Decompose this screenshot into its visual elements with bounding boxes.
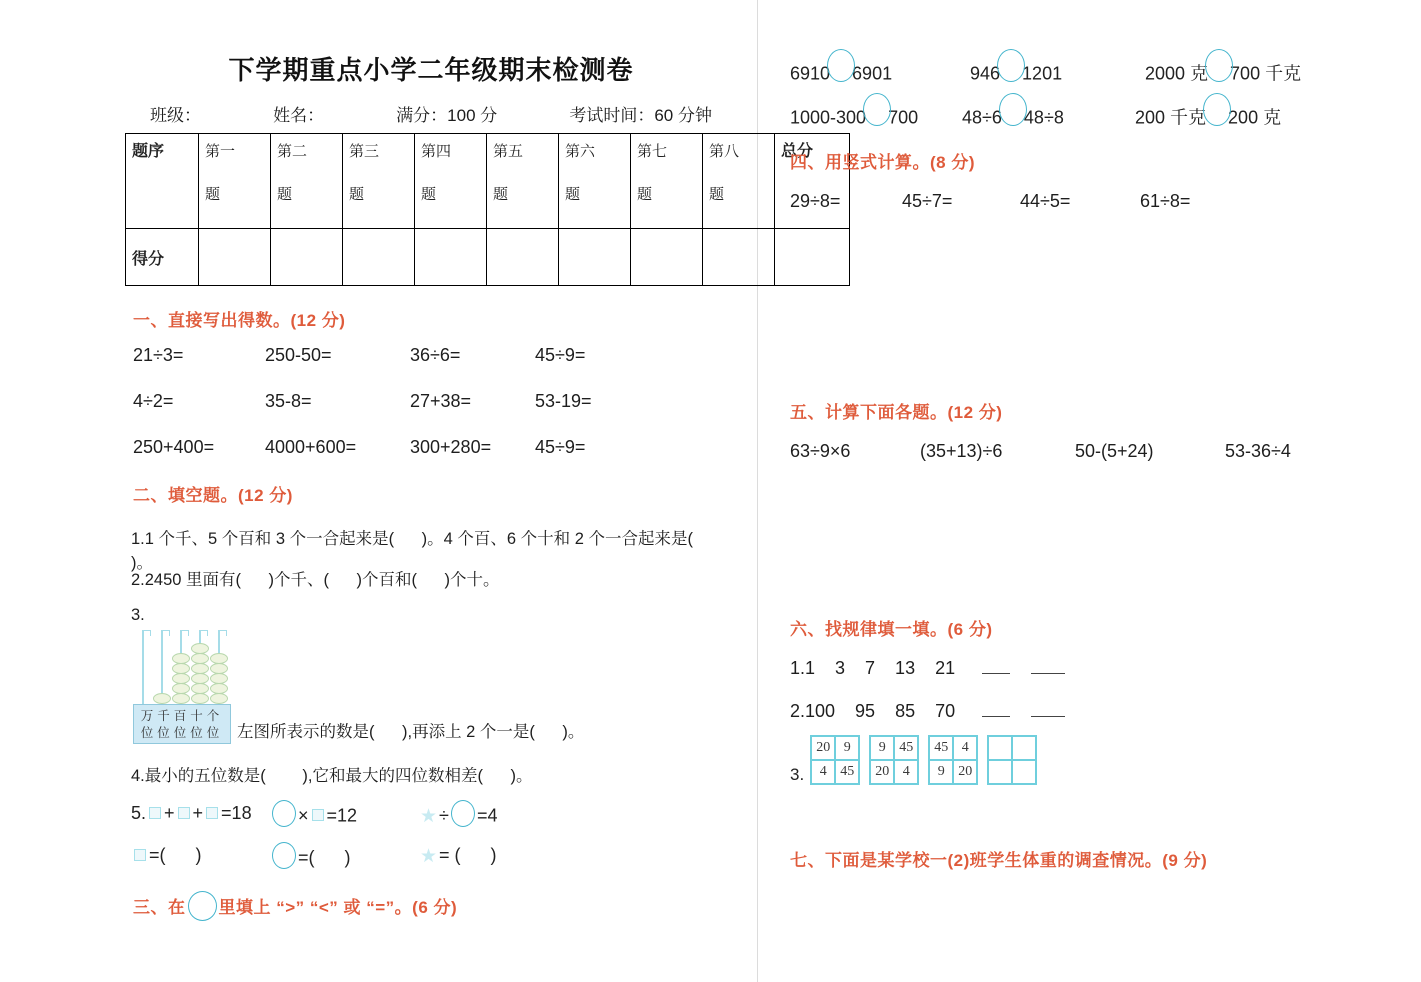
section4-heading: 四、用竖式计算。(8 分) [790,153,975,172]
abacus-rod-shi [191,630,209,704]
fill-blank-item-2: 2.2450 里面有( )个千、( )个百和( )个十。 [131,571,500,589]
math-problem: 45÷7= [902,191,953,211]
score-table-col-5: 第五 题 [487,134,559,229]
grid-cell: 4 [811,760,835,784]
math-problem: 45÷9= [535,437,586,457]
comparison-circle-icon [1203,93,1231,126]
answer-blank: =( ) [149,845,202,865]
score-table-col-7: 第七 题 [631,134,703,229]
section2-heading: 二、填空题。(12 分) [133,486,293,505]
grid-cell: 9 [870,736,894,760]
score-table [125,133,850,286]
grid-cell [988,736,1012,760]
comparison-circle-icon [827,49,855,82]
abacus-rod-qian [153,630,171,704]
compare-right: 6901 [852,63,893,84]
section3-heading [133,893,457,924]
score-table-corner: 题序 [126,134,199,229]
equation-star-circle [418,803,731,830]
section5-heading: 五、计算下面各题。(12 分) [790,403,1003,422]
abacus-bead [191,663,209,674]
abacus-bead [172,693,190,704]
student-info-row [150,101,712,126]
grid-cell: 45 [929,736,953,760]
pattern-item-1 [790,658,1065,679]
pattern-sequence: 1.1 3 7 13 21 [790,658,956,678]
circle-placeholder-icon [451,800,475,827]
compare-left: 1000-300 [790,107,867,128]
pattern-item-2 [790,701,1065,722]
math-problem: 53-36÷4 [1225,441,1291,461]
math-problem: 36÷6= [410,345,461,365]
answer-blank: = ( ) [439,845,497,865]
abacus-bead [191,673,209,684]
score-table-col-1: 第一 题 [199,134,271,229]
comparison-pair [1145,58,1350,91]
item-number: 5. [131,803,147,823]
fill-blank-item-3-text: 左图所表示的数是( ),再添上 2 个一是( )。 [237,723,585,741]
score-cell [343,229,415,286]
compare-left: 200 千克 [1135,107,1207,128]
score-cell [487,229,559,286]
grid-cell: 9 [929,760,953,784]
square-placeholder-icon [134,849,146,861]
abacus-bead [210,673,228,684]
circle-answer [270,845,418,872]
compare-left: 48÷6 [962,107,1002,128]
math-problem: 50-(5+24) [1075,441,1154,461]
score-cell [199,229,271,286]
score-cell [631,229,703,286]
abacus-bead [191,653,209,664]
square-placeholder-icon [206,807,218,819]
math-problem: 21÷3= [133,345,184,365]
plus-sign: + [192,803,204,823]
comparison-circle-icon [999,93,1027,126]
star-placeholder-icon: ★ [420,846,438,867]
compare-left: 2000 克 [1145,63,1209,84]
abacus-labels-line2: 位位位位位 [140,726,224,740]
class-label: 班级： [150,106,201,125]
comparison-row-2 [790,102,1350,135]
math-problem: 4000+600= [265,437,357,457]
abacus-rod-bai [172,630,190,704]
abacus-bead [172,653,190,664]
name-label: 姓名： [273,106,325,125]
comparison-row-1 [790,58,1350,91]
plus-sign: + [164,803,175,823]
equals-value: =12 [326,805,358,826]
exam-time-label: 考试时间：60 分钟 [569,106,712,125]
abacus-bead [210,663,228,674]
section4-problems [790,191,1350,212]
comparison-circle-icon [1205,49,1233,82]
math-problem: 45÷9= [535,345,586,365]
square-placeholder-icon [178,807,190,819]
section1-heading: 一、直接写出得数。(12 分) [133,311,346,330]
compare-left: 6910 [790,63,831,84]
grid-cell: 45 [835,760,859,784]
abacus-bead [172,673,190,684]
score-row-label: 得分 [126,229,199,286]
abacus-bead [210,693,228,704]
score-table-col-8: 第八 题 [703,134,775,229]
item-number: 3. [790,765,805,784]
equals-value: =4 [476,805,498,826]
circle-placeholder-icon [272,842,296,869]
math-problem: 44÷5= [1020,191,1071,211]
score-cell [415,229,487,286]
compare-right: 48÷8 [1023,107,1064,128]
comparison-pair [790,102,962,135]
score-table-col-3: 第三 题 [343,134,415,229]
section1-problems [133,345,728,483]
grid-cell: 20 [953,760,977,784]
score-table-col-4: 第四 题 [415,134,487,229]
star-placeholder-icon: ★ [420,806,438,828]
math-problem: 27+38= [410,391,472,411]
grid-cell [1012,760,1036,784]
math-problem: 250-50= [265,345,332,365]
comparison-pair [1135,102,1350,135]
abacus-bead [153,693,171,704]
math-problem: 61÷8= [1140,191,1191,211]
abacus-bead [191,683,209,694]
math-problem: 300+280= [410,437,492,457]
grid-cell: 45 [894,736,918,760]
score-cell [271,229,343,286]
times-sign: × [298,805,309,826]
compare-right: 700 千克 [1230,63,1302,84]
grid-cell: 4 [894,760,918,784]
number-grid-3 [928,735,978,785]
abacus-base-labels [133,704,231,744]
math-problem: 63÷9×6 [790,441,851,461]
number-grid-1 [810,735,860,785]
answer-blank [982,715,1010,717]
score-table-total: 总分 [775,134,850,229]
comparison-pair [970,58,1145,91]
compare-left: 946 [970,63,1001,84]
answer-blank [1031,715,1065,717]
square-answer [131,845,270,872]
grid-cell: 4 [953,736,977,760]
section3-heading-pre: 三、在 [133,898,186,917]
square-placeholder-icon [312,809,324,821]
square-placeholder-icon [149,807,161,819]
fill-blank-item-1: 1.1 个千、5 个百和 3 个一合起来是( )。4 个百、6 个十和 2 个一合起来是( )。 [131,530,721,572]
comparison-pair [962,102,1135,135]
compare-right: 700 [888,107,919,128]
number-grid-2 [869,735,919,785]
compare-right: 200 克 [1228,107,1282,128]
score-table-col-2: 第二 题 [271,134,343,229]
answer-blank [982,672,1010,674]
divide-sign: ÷ [439,805,449,826]
equals-value: =18 [221,803,252,823]
abacus-rod-ge [210,630,228,704]
grid-cell: 20 [811,736,835,760]
abacus-bead [172,663,190,674]
abacus-labels-line1: 万千百十个 [140,709,224,723]
grid-cell [988,760,1012,784]
score-cell [559,229,631,286]
equation-circle-square [270,803,418,830]
section6-heading: 六、找规律填一填。(6 分) [790,620,993,639]
fill-blank-item-5-line2 [131,845,731,872]
equation-squares [131,803,270,830]
math-problem: (35+13)÷6 [920,441,1003,461]
score-cell [775,229,850,286]
abacus-bead [210,683,228,694]
abacus-rod-wan [134,630,152,704]
abacus-bead [172,683,190,694]
comparison-circle-icon [997,49,1025,82]
section3-heading-post: 里填上 “>” “<” 或 “=”。(6 分) [218,898,458,917]
abacus-bead [191,643,209,654]
page-title: 下学期重点小学二年级期末检测卷 [228,55,634,85]
fill-blank-item-3-number: 3. [131,606,145,624]
score-table-col-6: 第六 题 [559,134,631,229]
star-answer [418,845,731,872]
score-cell [703,229,775,286]
math-problem: 29÷8= [790,191,841,211]
section7-heading: 七、下面是某学校一(2)班学生体重的调查情况。(9 分) [790,851,1208,870]
math-problem: 4÷2= [133,391,174,411]
math-problem: 35-8= [265,391,312,411]
math-problem: 250+400= [133,437,215,457]
grid-cell: 9 [835,736,859,760]
math-problem: 53-19= [535,391,592,411]
section5-problems [790,441,1370,462]
comparison-pair [790,58,970,91]
fill-blank-item-4: 4.最小的五位数是( ),它和最大的四位数相差( )。 [131,767,533,785]
compare-right: 1201 [1022,63,1063,84]
full-score-label: 满分：100 分 [396,106,498,125]
pattern-sequence: 2.100 95 85 70 [790,701,956,721]
answer-blank: =( ) [298,847,351,868]
circle-placeholder-icon [188,891,217,921]
circle-placeholder-icon [272,800,296,827]
abacus-bead [210,653,228,664]
fill-blank-item-5-line1 [131,803,731,830]
number-grid-4-empty [987,735,1037,785]
abacus-bead [191,693,209,704]
grid-cell: 20 [870,760,894,784]
grid-cell [1012,736,1036,760]
abacus-image [133,622,231,744]
comparison-circle-icon [863,93,891,126]
pattern-item-3 [790,735,1046,785]
answer-blank [1031,672,1065,674]
